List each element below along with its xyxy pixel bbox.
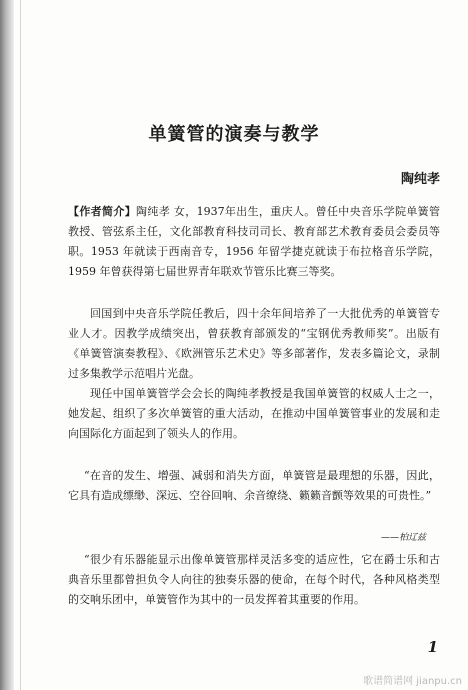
author-name: 陶纯孝 (400, 172, 440, 187)
article-title: 单簧管的演奏与教学 (148, 124, 320, 145)
bio-heading: 【作者简介】 (68, 205, 137, 218)
body-paragraph-2: 现任中国单簧管学会会长的陶纯孝教授是我国单簧管的权威人士之一，她发起、组织了多次单簧管的重大活动，在推动中国单簧管事业的发展和走向国际化方面起到了领头人的作用。 (68, 387, 440, 440)
watermark: 歌谱简谱网 jianpu.cn (363, 676, 462, 687)
bio-text: 陶纯孝 女，1937年出生，重庆人。曾任中央音乐学院单簧管教授、管弦系主任，文化部教育科技司司长、教育部艺术教育委员会委员等职。1953 年就读于西南音专，1956 年留学捷克就读于布拉格音乐学院，1959 年曾获得第七届世界青年联欢节管乐比赛三等奖。 (68, 205, 441, 278)
author-bio (68, 202, 440, 282)
quote-2: “很少有乐器能显示出像单簧管那样灵活多变的适应性，它在爵士乐和古典音乐里都曾担负令人向往的独奏乐器的使命，在每个时代，各种风格类型的交响乐团中，单簧管作为其中的一员发挥着其重要的作用。 (68, 553, 440, 606)
body-paragraph-1: 回国到中央音乐学院任教后，四十余年间培养了一大批优秀的单簧管专业人才。因教学成绩突出，曾获教育部颁发的“宝钢优秀教师奖”。出版有《单簧管演奏教程》、《欧洲管乐艺术史》等多部著作，发表多篇论文，录制过多集教学示范唱片光盘。 (68, 307, 440, 380)
page-binding-shadow (0, 0, 14, 690)
page-edge-line (20, 0, 21, 690)
quote-1: “在音的发生、增强、减弱和消失方面，单簧管是最理想的乐器，因此，它具有造成缥缈、深远、空谷回响、余音缭绕、籁籁音颤等效果的可贵性。” (68, 469, 440, 502)
quote-1-attribution: ——柏辽兹 (380, 533, 426, 543)
page-number: 1 (427, 638, 438, 656)
